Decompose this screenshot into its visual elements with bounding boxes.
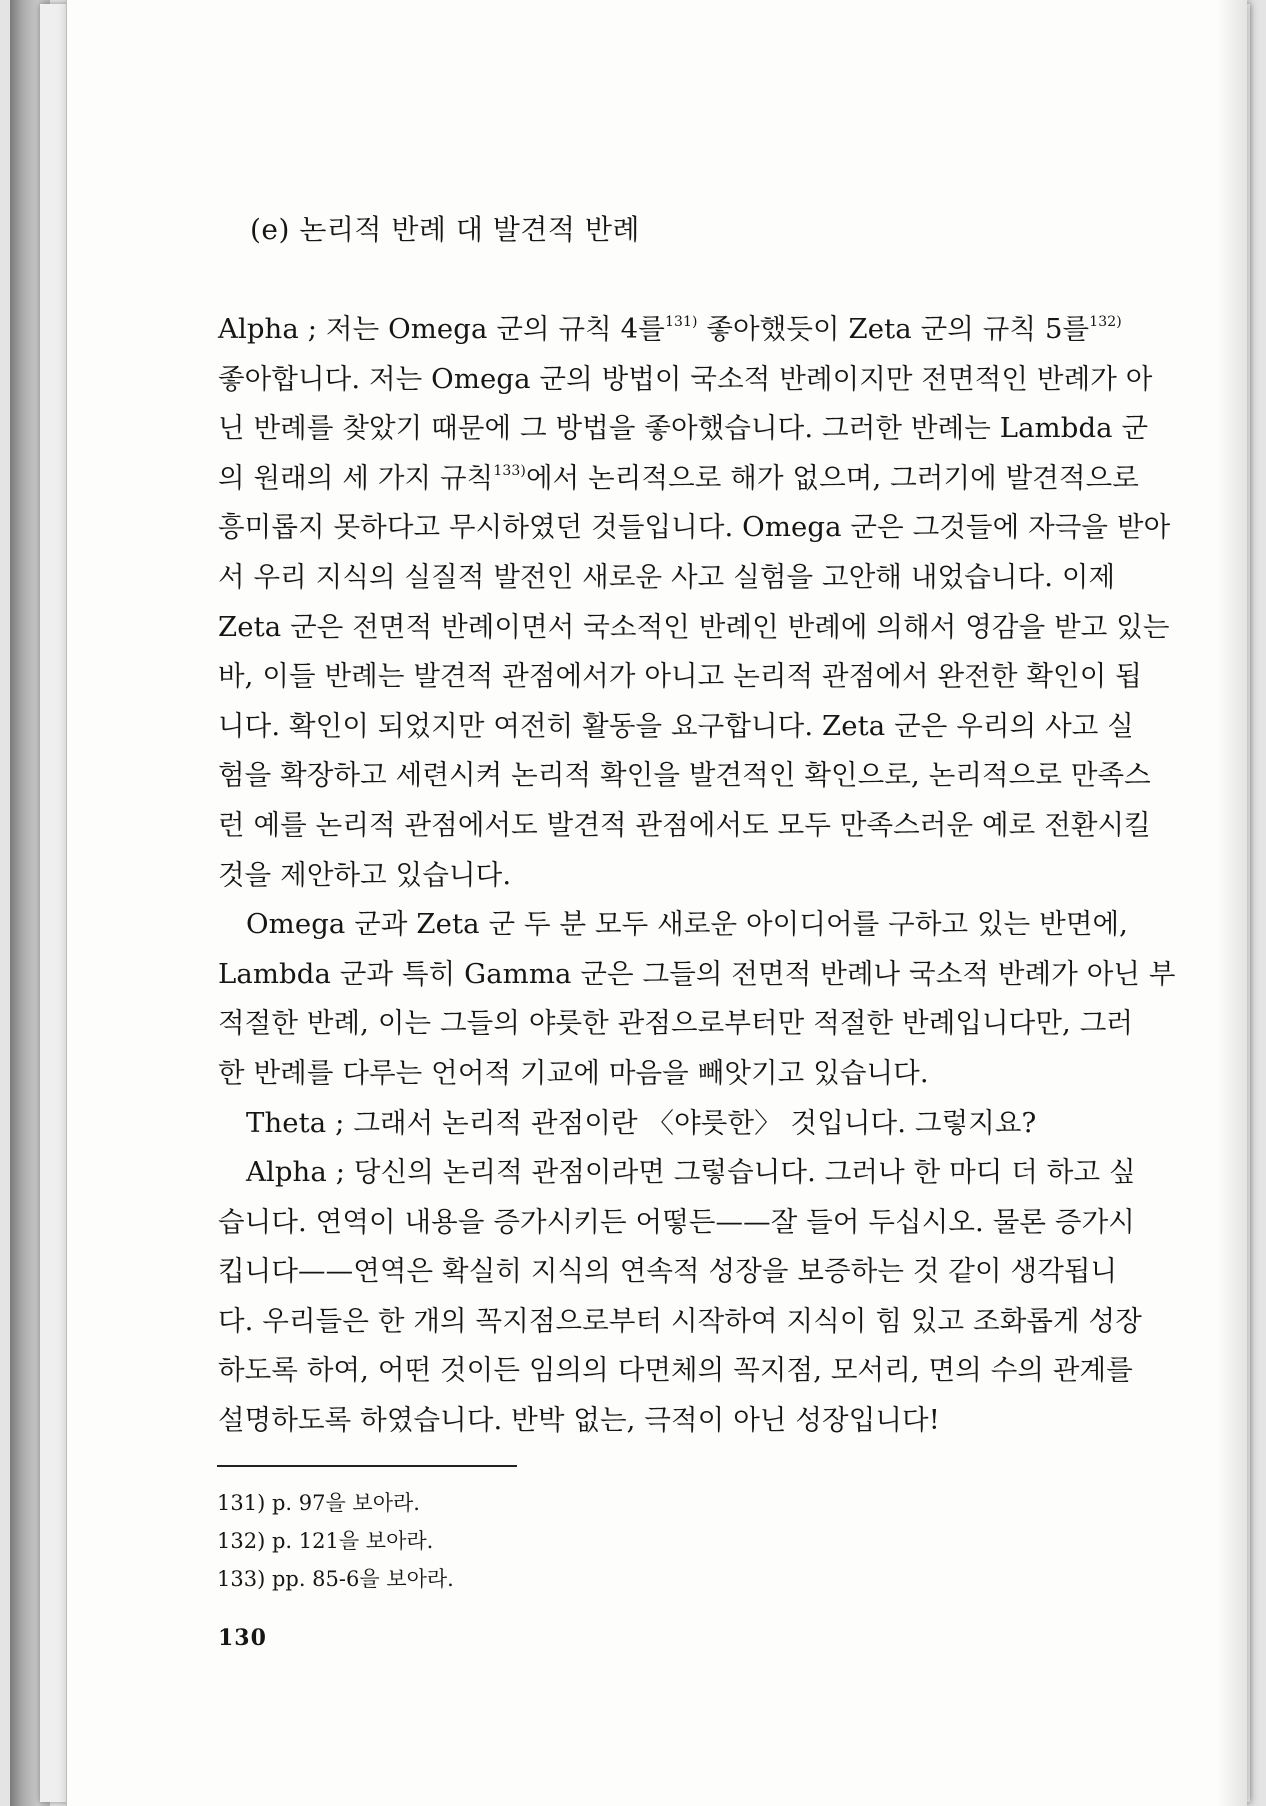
- line-text: Zeta 군은 전면적 반례이면서 국소적인 반례인 반례에 의해서 영감을 받고 있는: [218, 610, 1170, 643]
- text-line: [218, 702, 1134, 752]
- text-line: [218, 1099, 1118, 1149]
- footnote-rule: [217, 1465, 517, 1467]
- text-line: [218, 851, 1118, 901]
- line-text: 닌 반례를 찾았기 때문에 그 방법을 좋아했습니다. 그러한 반례는 Lambda 군: [218, 412, 1149, 445]
- footnotes: [217, 1484, 454, 1598]
- footnote-ref: 133): [493, 462, 526, 479]
- page-edge-shade: [1217, 0, 1247, 1806]
- text-line: [218, 751, 1151, 801]
- text-line: [218, 900, 1129, 950]
- text-line: [218, 404, 1149, 454]
- line-text: Alpha ; 저는 Omega 군의 규칙 4를: [218, 313, 665, 345]
- text-line: [218, 503, 1171, 553]
- line-text: 킵니다——연역은 확실히 지식의 연속적 성장을 보증하는 것 같이 생각됩니: [218, 1255, 1118, 1288]
- text-line: [218, 305, 1122, 355]
- line-text: 하도록 하여, 어떤 것이든 임의의 다면체의 꼭지점, 모서리, 면의 수의 관계를: [218, 1354, 1133, 1387]
- line-text-tail: 에서 논리적으로 해가 없으며, 그러기에 발견적으로: [525, 461, 1139, 494]
- line-text: Omega 군과 Zeta 군 두 분 모두 새로운 아이디어를 구하고 있는 반면에,: [246, 908, 1129, 941]
- line-text: 흥미롭지 못하다고 무시하였던 것들입니다. Omega 군은 그것들에 자극을 받아: [218, 511, 1171, 544]
- line-text: 다. 우리들은 한 개의 꼭지점으로부터 시작하여 지식이 힘 있고 조화롭게 성장: [218, 1304, 1142, 1337]
- text-line: [218, 999, 1134, 1049]
- line-text: 좋아합니다. 저는 Omega 군의 방법이 국소적 반례이지만 전면적인 반례가 아: [218, 362, 1153, 395]
- text-line: [218, 355, 1153, 405]
- line-text: Alpha ; 당신의 논리적 관점이라면 그렇습니다. 그러나 한 마디 더 하고 싶: [246, 1156, 1136, 1189]
- text-line: [218, 1198, 1135, 1248]
- line-text: 습니다. 연역이 내용을 증가시키든 어떻든——잘 들어 두십시오. 물론 증가시: [218, 1205, 1135, 1238]
- text-line: [218, 553, 1118, 603]
- line-text: 험을 확장하고 세련시켜 논리적 확인을 발견적인 확인으로, 논리적으로 만족스: [218, 759, 1151, 792]
- page-number: 130: [218, 1625, 267, 1651]
- footnote-132: 132) p. 121을 보아라.: [217, 1529, 434, 1553]
- line-text: Theta ; 그래서 논리적 관점이란 〈야릇한〉 것입니다. 그렇지요?: [246, 1106, 1037, 1139]
- text-line: [218, 1049, 1118, 1099]
- footnote-133: 133) pp. 85-6을 보아라.: [217, 1567, 454, 1591]
- text-line: [218, 1247, 1118, 1297]
- line-text: 것을 제안하고 있습니다.: [218, 858, 512, 891]
- footnote-ref: 132): [1089, 314, 1122, 330]
- text-line: [218, 652, 1142, 702]
- text-line: [218, 950, 1176, 1000]
- line-text: 적절한 반례, 이는 그들의 야릇한 관점으로부터만 적절한 반례입니다만, 그러: [218, 1007, 1134, 1040]
- body-text: [218, 305, 1176, 1446]
- text-line: [218, 1297, 1142, 1347]
- line-text: 한 반례를 다루는 언어적 기교에 마음을 빼앗기고 있습니다.: [218, 1056, 929, 1089]
- text-line: [218, 1148, 1136, 1198]
- text-line: [218, 454, 1139, 504]
- line-text: 니다. 확인이 되었지만 여전히 활동을 요구합니다. Zeta 군은 우리의 사고 실: [218, 709, 1134, 742]
- text-line: [218, 1346, 1133, 1396]
- footnote-131: 131) p. 97을 보아라.: [217, 1491, 420, 1515]
- line-text: 바, 이들 반례는 발견적 관점에서가 아니고 논리적 관점에서 완전한 확인이 됩: [218, 660, 1142, 693]
- footnote-ref: 131): [664, 314, 698, 330]
- line-text: 설명하도록 하였습니다. 반박 없는, 극적이 아닌 성장입니다!: [218, 1404, 940, 1437]
- text-line: [218, 603, 1170, 653]
- line-text: 런 예를 논리적 관점에서도 발견적 관점에서도 모두 만족스러운 예로 전환시킬: [218, 808, 1151, 841]
- line-text-tail: 좋아했듯이 Zeta 군의 규칙 5를: [697, 313, 1090, 345]
- line-text: 서 우리 지식의 실질적 발전인 새로운 사고 실험을 고안해 내었습니다. 이제: [218, 560, 1116, 593]
- line-text: 의 원래의 세 가지 규칙: [218, 461, 494, 494]
- section-heading: (e) 논리적 반례 대 발견적 반례: [250, 213, 640, 246]
- text-line: [218, 801, 1151, 851]
- text-line: [218, 1396, 1118, 1446]
- line-text: Lambda 군과 특히 Gamma 군은 그들의 전면적 반례나 국소적 반례가 아닌 부: [218, 957, 1176, 990]
